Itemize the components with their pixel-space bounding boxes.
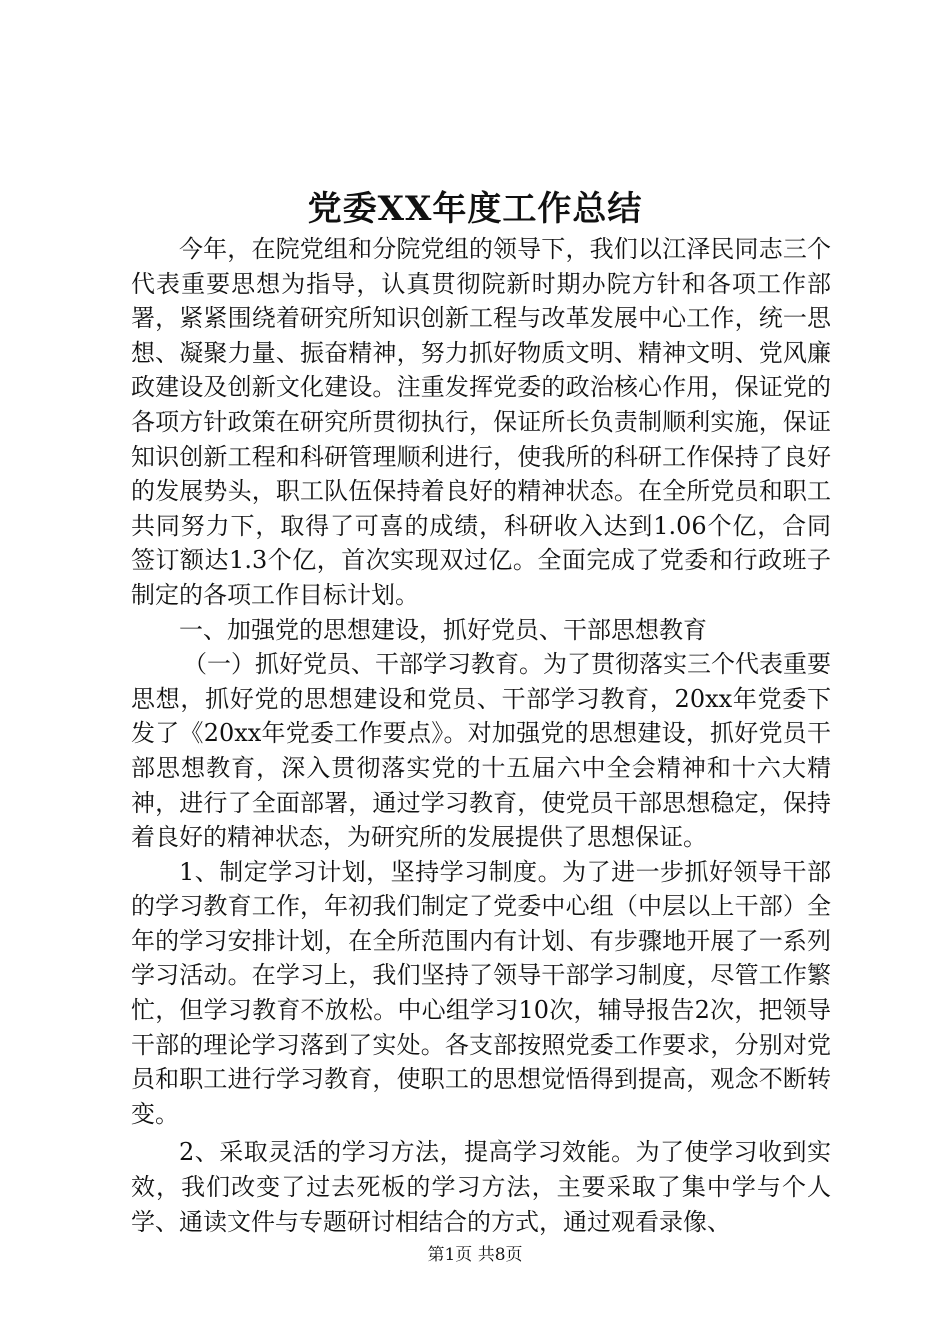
paragraph-item-1: 1、制定学习计划，坚持学习制度。为了进一步抓好领导干部的学习教育工作，年初我们制定了党委中心组（中层以上干部）全年的学习安排计划，在全所范围内有计划、有步骤地开展了一系列学习活动。在学习上，我们坚持了领导干部学习制度，尽管工作繁忙，但学习教育不放松。中心组学习10次，辅导报告2次，把领导干部的理论学习落到了实处。各支部按照党委工作要求，分别对党员和职工进行学习教育，使职工的思想觉悟得到提高，观念不断转变。 xyxy=(131,857,831,1128)
document-title: 党委XX年度工作总结 xyxy=(307,189,643,229)
paragraph-subsection-1: （一）抓好党员、干部学习教育。为了贯彻落实三个代表重要思想，抓好党的思想建设和党员、干部学习教育，20xx年党委下发了《20xx年党委工作要点》。对加强党的思想建设，抓好党员干部思想教育，深入贯彻落实党的十五届六中全会精神和十六大精神，进行了全面部署，通过学习教育，使党员干部思想稳定，保持着良好的精神状态，为研究所的发展提供了思想保证。 xyxy=(131,650,831,852)
paragraph-intro: 今年，在院党组和分院党组的领导下，我们以江泽民同志三个代表重要思想为指导，认真贯彻院新时期办院方针和各项工作部署，紧紧围绕着研究所知识创新工程与改革发展中心工作，统一思想、凝聚力量、振奋精神，努力抓好物质文明、精神文明、党风廉政建设及创新文化建设。注重发挥党委的政治核心作用，保证党的各项方针政策在研究所贯彻执行，保证所长负责制顺利实施，保证知识创新工程和科研管理顺利进行，使我所的科研工作保持了良好的发展势头，职工队伍保持着良好的精神状态。在全所党员和职工共同努力下，取得了可喜的成绩，科研收入达到1.06个亿，合同签订额达1.3个亿，首次实现双过亿。全面完成了党委和行政班子制定的各项工作目标计划。 xyxy=(131,235,831,609)
section-heading-1: 一、加强党的思想建设，抓好党员、干部思想教育 xyxy=(179,615,707,644)
document-body xyxy=(131,232,831,1239)
page-number-footer: 第1页 共8页 xyxy=(427,1245,523,1265)
paragraph-item-2: 2、采取灵活的学习方法，提高学习效能。为了使学习收到实效，我们改变了过去死板的学习方法，主要采取了集中学与个人学、通读文件与专题研讨相结合的方式，通过观看录像、 xyxy=(131,1138,831,1236)
